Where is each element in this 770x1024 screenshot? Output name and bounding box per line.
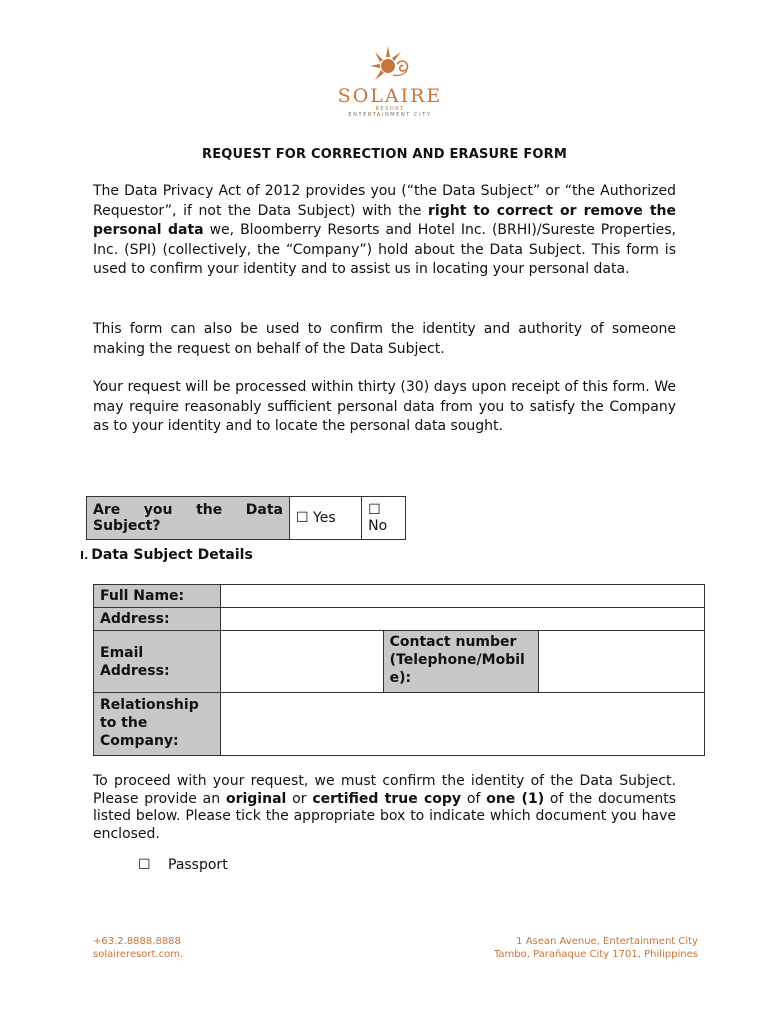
address-field[interactable] — [220, 608, 704, 631]
logo-wordmark: SOLAIRE — [337, 85, 443, 107]
intro-paragraph-1 — [93, 182, 676, 280]
intro-paragraph-2: This form can also be used to confirm the identity and authority of someone making the request on behalf of the Data Subject. — [93, 321, 676, 357]
email-label: Email Address: — [94, 631, 221, 693]
no-checkbox[interactable]: ☐ — [368, 502, 381, 518]
yes-checkbox[interactable]: ☐ — [296, 510, 309, 526]
full-name-label: Full Name: — [94, 585, 221, 608]
section-title: Data Subject Details — [91, 547, 253, 563]
no-option[interactable] — [362, 497, 406, 540]
proceed-bold-certified: certified true copy — [312, 790, 462, 807]
logo-subtitle-resort: RESORT — [375, 106, 405, 112]
no-label: No — [368, 518, 388, 534]
contact-number-label: Contact number (Telephone/Mobile): — [383, 631, 539, 693]
email-field[interactable] — [220, 631, 383, 693]
proceed-text-g: of the documents listed below. Please tick the appropriate box to indicate which document you have enclosed. — [93, 790, 676, 842]
solaire-logo — [332, 42, 448, 122]
full-name-field[interactable] — [220, 585, 704, 608]
intro-text-b: we, Bloomberry Resorts and Hotel Inc. (BRHI)/Sureste Properties, Inc. (SPI) (collectively, the “Company”) hold about the Data Subject. This form is used to confirm your identity and to assist us in locating your personal data. — [93, 222, 676, 278]
proceed-bold-count: one (1) — [486, 790, 545, 807]
address-label: Address: — [94, 608, 221, 631]
intro-paragraph-3: Your request will be processed within thirty (30) days upon receipt of this form. We may require reasonably sufficient personal data from you to satisfy the Company as to your identity and to locate the personal data sought. — [93, 379, 676, 435]
relationship-field[interactable] — [220, 693, 704, 756]
proceed-text-e: of — [461, 790, 487, 807]
footer-website[interactable]: solaireresort.com. — [93, 949, 184, 960]
passport-label: Passport — [168, 857, 228, 873]
proceed-text-a: To proceed with your request, we must confirm the identity of the Data Subject. Please provide an — [93, 773, 676, 807]
contact-number-field[interactable] — [539, 631, 705, 693]
proceed-paragraph — [93, 773, 676, 843]
proceed-text-c: or — [286, 790, 313, 807]
section-number: I. — [80, 549, 89, 562]
section-heading — [80, 547, 253, 563]
form-title: REQUEST FOR CORRECTION AND ERASURE FORM — [201, 147, 568, 162]
proceed-bold-original: original — [225, 790, 287, 807]
footer-contact — [93, 935, 183, 961]
yes-label: Yes — [313, 510, 336, 526]
footer-address — [494, 935, 698, 961]
data-subject-question-label: Are you the Data Subject? — [87, 497, 290, 540]
data-subject-details-table — [93, 584, 705, 756]
relationship-label: Relationship to the Company: — [94, 693, 221, 756]
data-subject-question-table — [86, 496, 406, 540]
sun-emblem-icon — [367, 42, 413, 84]
passport-option[interactable] — [138, 857, 228, 873]
intro-text-bold: right to correct or remove the personal data — [93, 202, 676, 239]
footer-address-line-1: 1 Asean Avenue, Entertainment City — [516, 936, 698, 947]
yes-option[interactable] — [290, 497, 362, 540]
footer-phone: +63.2.8888.8888 — [93, 936, 181, 947]
intro-text-a: The Data Privacy Act of 2012 provides you (“the Data Subject” or “the Authorized Requestor”, if not the Data Subject) with the — [93, 183, 676, 219]
logo-subtitle-entertainment: ENTERTAINMENT CITY — [348, 112, 432, 118]
footer-address-line-2: Tambo, Parañaque City 1701, Philippines — [493, 949, 698, 960]
passport-checkbox[interactable]: ☐ — [138, 857, 151, 873]
